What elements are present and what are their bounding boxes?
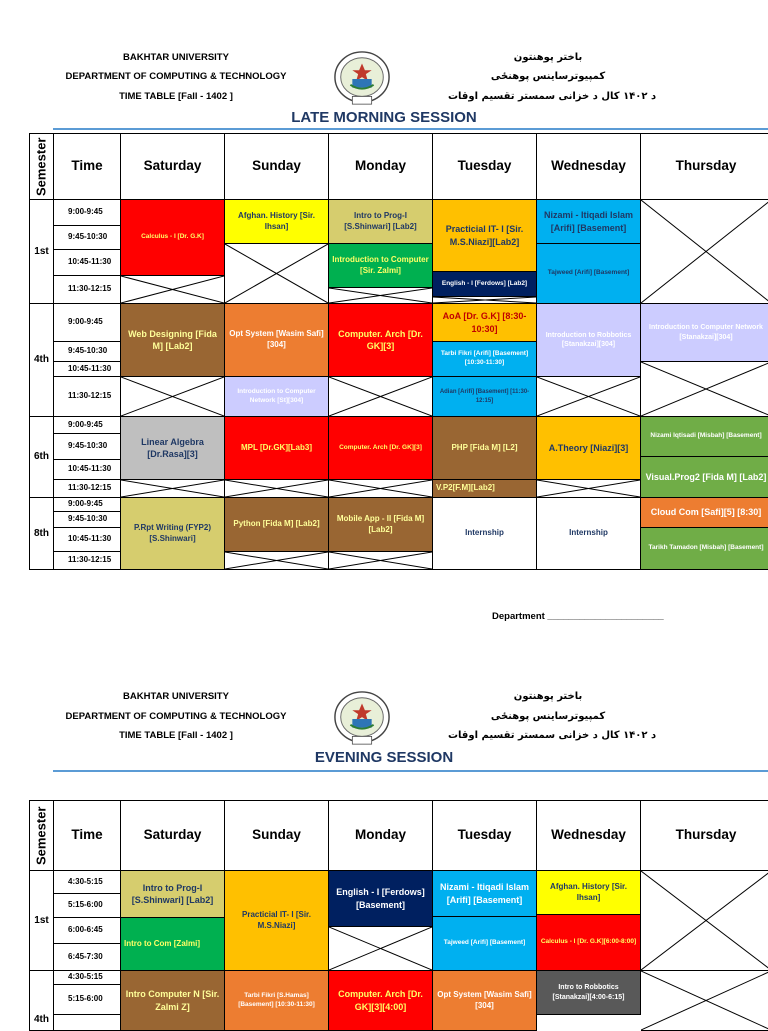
semester-label: 4th	[30, 971, 54, 1031]
day-header-thursday: Thursday	[641, 801, 768, 871]
class-cell[interactable]: Opt System [Wasim Safi] [304]	[225, 304, 329, 377]
empty-slot	[537, 377, 641, 417]
time-slot: 9:45-10:30	[54, 226, 121, 250]
class-cell[interactable]: Nizami - Itiqadi Islam [Arifi] [Basement]	[433, 871, 537, 917]
class-cell[interactable]: Computer. Arch [Dr. GK][3]	[329, 417, 433, 480]
class-cell[interactable]: Tarikh Tamadon [Misbah] [Basement]	[641, 528, 768, 570]
class-cell[interactable]: Adian [Arifi] [Basement] [11:30-12:15]	[433, 377, 537, 417]
class-cell[interactable]: Mobile App - II [Fida M] [Lab2]	[329, 498, 433, 552]
class-cell[interactable]: Introduction to Robbotics [Stanakzai][304]	[537, 304, 641, 377]
class-cell[interactable]: Calculus - I [Dr. G.K][6:00-8:00]	[537, 915, 641, 971]
university-name: BAKHTAR UNIVERSITY	[123, 691, 229, 702]
time-slot	[54, 1015, 121, 1031]
class-cell[interactable]: MPL [Dr.GK][Lab3]	[225, 417, 329, 480]
time-slot: 10:45-11:30	[54, 362, 121, 377]
class-cell[interactable]: A.Theory [Niazi][3]	[537, 417, 641, 480]
class-cell[interactable]: P.Rpt Writing (FYP2) [S.Shinwari]	[121, 498, 225, 570]
semester-label: 8th	[30, 498, 54, 570]
empty-slot	[329, 377, 433, 417]
time-slot: 6:00-6:45	[54, 918, 121, 944]
day-header-wednesday: Wednesday	[537, 134, 641, 200]
class-cell[interactable]: V.P2[F.M][Lab2]	[433, 480, 537, 498]
class-cell[interactable]: PHP [Fida M] [L2]	[433, 417, 537, 480]
day-header-tuesday: Tuesday	[433, 134, 537, 200]
empty-slot	[537, 480, 641, 498]
empty-slot	[641, 362, 768, 417]
class-cell[interactable]: Intro to Com [Zalmi]	[121, 918, 225, 971]
rtl-timetable-label: د ۱۴۰۲ کال د خزانی سمستر تقسیم اوقات	[448, 91, 657, 102]
university-logo	[333, 690, 391, 748]
rtl-university-name: باختر پوهنتون	[513, 52, 583, 63]
time-slot: 10:45-11:30	[54, 460, 121, 480]
class-cell[interactable]: Intro to Robbotics [Stanakzai][4:00-6:15]	[537, 971, 641, 1015]
semester-header-text: Semester	[33, 137, 49, 196]
empty-slot	[225, 552, 329, 570]
time-slot: 9:00-9:45	[54, 417, 121, 434]
class-cell[interactable]: Intro to Prog-I [S.Shinwari] [Lab2]	[329, 200, 433, 244]
university-name: BAKHTAR UNIVERSITY	[123, 52, 229, 63]
class-cell[interactable]: Internship	[537, 498, 641, 570]
class-cell[interactable]: Tarbi Fikri [S.Hamas] [Basement] [10:30-11:30]	[225, 971, 329, 1031]
empty-slot	[641, 871, 768, 971]
day-header-wednesday: Wednesday	[537, 801, 641, 871]
class-cell[interactable]: Computer. Arch [Dr. GK][3][4:00]	[329, 971, 433, 1031]
time-column-header: Time	[54, 134, 121, 200]
class-cell[interactable]: Cloud Com [Safi][5] [8:30]	[641, 498, 768, 528]
time-slot: 10:45-11:30	[54, 528, 121, 552]
empty-slot	[641, 971, 768, 1031]
class-cell[interactable]: English - I [Ferdows] [Basement]	[329, 871, 433, 927]
semester-label: 1st	[30, 200, 54, 304]
late-morning-timetable	[29, 133, 768, 570]
time-slot: 4:30-5:15	[54, 971, 121, 985]
class-cell[interactable]: Tarbi Fikri [Arifi] [Basement] [10:30-11:30]	[433, 342, 537, 377]
timetable-label: TIME TABLE [Fall - 1402 ]	[119, 730, 233, 741]
empty-slot	[433, 297, 537, 304]
class-cell[interactable]: Web Designing [Fida M] [Lab2]	[121, 304, 225, 377]
empty-slot	[225, 480, 329, 498]
class-cell[interactable]: Internship	[433, 498, 537, 570]
time-slot: 6:45-7:30	[54, 944, 121, 971]
class-cell[interactable]: English - I [Ferdows] [Lab2]	[433, 272, 537, 297]
class-cell[interactable]: Linear Algebra [Dr.Rasa][3]	[121, 417, 225, 480]
class-cell[interactable]: Python [Fida M] [Lab2]	[225, 498, 329, 552]
empty-slot	[329, 927, 433, 971]
class-cell[interactable]: Intro Computer N [Sir. Zalmi Z]	[121, 971, 225, 1031]
session-divider	[53, 770, 768, 772]
empty-slot	[225, 244, 329, 304]
department-name: DEPARTMENT OF COMPUTING & TECHNOLOGY	[65, 71, 287, 82]
empty-slot	[121, 480, 225, 498]
time-slot: 11:30-12:15	[54, 480, 121, 498]
empty-slot	[121, 377, 225, 417]
time-slot: 11:30-12:15	[54, 377, 121, 417]
time-slot: 9:00-9:45	[54, 498, 121, 512]
time-slot: 4:30-5:15	[54, 871, 121, 894]
class-cell[interactable]: Practicial IT- I [Sir. M.S.Niazi][Lab2]	[433, 200, 537, 272]
time-column-header: Time	[54, 801, 121, 871]
class-cell[interactable]: Afghan. History [Sir. Ihsan]	[537, 871, 641, 915]
class-cell[interactable]: Computer. Arch [Dr. GK][3]	[329, 304, 433, 377]
day-header-saturday: Saturday	[121, 134, 225, 200]
class-cell[interactable]: Introduction to Computer [Sir. Zalmi]	[329, 244, 433, 288]
class-cell[interactable]: Practicial IT- I [Sir. M.S.Niazi]	[225, 871, 329, 971]
day-header-tuesday: Tuesday	[433, 801, 537, 871]
department-signature: Department ______________________	[492, 611, 664, 622]
time-slot: 9:00-9:45	[54, 200, 121, 226]
semester-column-header	[30, 801, 54, 871]
department-name: DEPARTMENT OF COMPUTING & TECHNOLOGY	[65, 711, 287, 722]
empty-slot	[329, 288, 433, 304]
class-cell[interactable]: Afghan. History [Sir. Ihsan]	[225, 200, 329, 244]
semester-label: 1st	[30, 871, 54, 971]
class-cell[interactable]: Nizami - Itiqadi Islam [Arifi] [Basement]	[537, 200, 641, 244]
semester-label: 6th	[30, 417, 54, 498]
university-logo	[333, 50, 391, 108]
time-slot: 5:15-6:00	[54, 985, 121, 1015]
evening-timetable	[29, 800, 768, 1031]
rtl-department-name: کمپیوترساینس پوهنځی	[490, 711, 606, 722]
rtl-department-name: کمپیوترساینس پوهنځی	[490, 71, 606, 82]
session-divider	[53, 128, 768, 130]
empty-slot	[641, 200, 768, 304]
time-slot: 10:45-11:30	[54, 250, 121, 276]
time-slot: 9:45-10:30	[54, 434, 121, 460]
empty-slot	[329, 480, 433, 498]
class-cell[interactable]: AoA [Dr. G.K] [8:30-10:30]	[433, 304, 537, 342]
day-header-sunday: Sunday	[225, 801, 329, 871]
late-morning-title: LATE MORNING SESSION	[291, 109, 477, 126]
timetable-label: TIME TABLE [Fall - 1402 ]	[119, 91, 233, 102]
day-header-monday: Monday	[329, 801, 433, 871]
time-slot: 11:30-12:15	[54, 276, 121, 304]
semester-column-header	[30, 134, 54, 200]
evening-title: EVENING SESSION	[314, 749, 454, 766]
class-cell[interactable]: Nizami Iqtisadi [Misbah] [Basement]	[641, 417, 768, 457]
empty-slot	[329, 552, 433, 570]
class-cell[interactable]: Opt System [Wasim Safi] [304]	[433, 971, 537, 1031]
time-slot: 9:45-10:30	[54, 342, 121, 362]
class-cell[interactable]: Introduction to Computer Network [St][304]	[225, 377, 329, 417]
class-cell[interactable]: Tajweed [Arifi] [Basement]	[433, 917, 537, 971]
day-header-sunday: Sunday	[225, 134, 329, 200]
time-slot: 9:45-10:30	[54, 512, 121, 528]
semester-header-text: Semester	[33, 806, 49, 865]
day-header-thursday: Thursday	[641, 134, 768, 200]
class-cell[interactable]: Intro to Prog-I [S.Shinwari] [Lab2]	[121, 871, 225, 918]
time-slot: 9:00-9:45	[54, 304, 121, 342]
class-cell[interactable]: Visual.Prog2 [Fida M] [Lab2]	[641, 457, 768, 498]
day-header-saturday: Saturday	[121, 801, 225, 871]
rtl-timetable-label: د ۱۴۰۲ کال د خزانی سمستر تقسیم اوقات	[448, 730, 657, 741]
class-cell[interactable]: Introduction to Computer Network [Stanakzai][304]	[641, 304, 768, 362]
class-cell[interactable]: Tajweed [Arifi] [Basement]	[537, 244, 641, 304]
time-slot: 11:30-12:15	[54, 552, 121, 570]
day-header-monday: Monday	[329, 134, 433, 200]
semester-label: 4th	[30, 304, 54, 417]
class-cell[interactable]: Calculus - I [Dr. G.K]	[121, 200, 225, 276]
rtl-university-name: باختر پوهنتون	[513, 691, 583, 702]
time-slot: 5:15-6:00	[54, 894, 121, 918]
empty-slot	[121, 276, 225, 304]
